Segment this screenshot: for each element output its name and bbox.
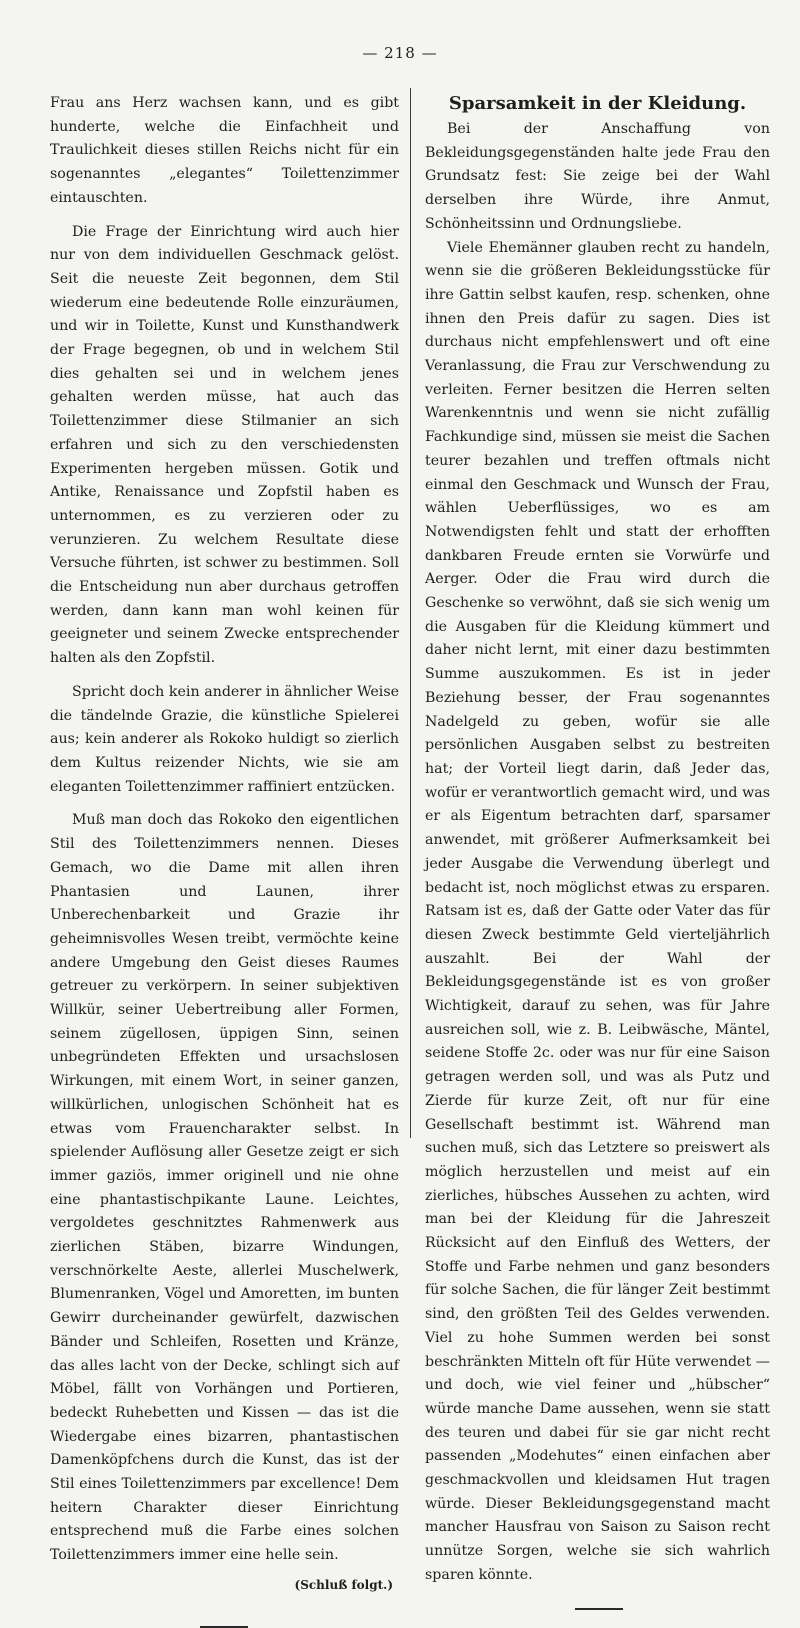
continuation-note: (Schluß folgt.) — [294, 1577, 393, 1592]
paragraph: Bei der Anschaffung von Bekleidungsgegenständen halte jede Frau den Grundsatz fest: Sie zeige bei der Wahl derselben ihre Würde, ihre Anmut, Schönheitssinn und Ordnungsliebe. — [425, 121, 770, 232]
paragraph: Die Frage der Einrichtung wird auch hier nur von dem individuellen Geschmack gelöst. Seit die neueste Zeit begonnen, dem Stil wiederum eine bedeutende Rolle einzuräumen, und wir in Toilette, Kunst und Kunsthandwerk der Frage begegnen, ob und in welchem Stil dies gehalten sei und in welchem jenes gehalten werden müsse, hat auch das Toilettenzimmer diese Stilmanier an sich erfahren und sich zu den verschiedensten Experimenten hergeben müssen. Gotik und Antike, Renaissance und Zopfstil haben es unternommen, es zu verzieren oder zu verunzieren. Zu welchem Resultate diese Versuche führten, ist schwer zu bestimmen. Soll die Entscheidung nun aber durchaus getroffen werden, dann kann man wohl keinen für geeigneter und seinem Zwecke entsprechender halten als den Zopfstil. — [50, 223, 399, 667]
article-heading: Sparsamkeit in der Kleidung. — [448, 93, 747, 114]
paragraph-gap — [50, 211, 399, 221]
article-end-rule — [575, 1608, 623, 1610]
paragraph: Frau ans Herz wachsen kann, und es gibt hunderte, welche die Einfachheit und Traulichkeit dieses stillen Reichs nicht für ein sogenanntes „elegantes“ Toilettenzimmer eintauschten. — [50, 95, 399, 206]
paragraph: Viele Ehemänner glauben recht zu handeln, wenn sie die größeren Bekleidungsstücke für ihre Gattin selbst kaufen, resp. schenken, ohne ihnen den Preis dafür zu sagen. Dies ist durchaus nicht empfehlenswert und oft eine Veranlassung, die Frau zur Verschwendung zu verleiten. Ferner besitzen die Herren selten Warenkenntnis und wenn sie nicht zufällig Fachkundige sind, müssen sie meist die Sachen teurer bezahlen und treffen oftmals nicht einmal den Geschmack und Wunsch der Frau, wählen Ueberflüssiges, wo es am Notwendigsten fehlt und statt der erhofften dankbaren Freude ernten sie Vorwürfe und Aerger. Oder die Frau wird durch die Geschenke so verwöhnt, daß sie sich wenig um die Ausgaben für die Kleidung kümmert und daher nicht lernt, mit einer dazu bestimmten Summe auszukommen. Es ist in jeder Beziehung besser, der Frau sogenanntes Nadelgeld zu geben, wofür sie alle persönlichen Ausgaben selbst zu bestreiten hat; der Vorteil liegt darin, daß Jeder das, wofür er verantwortlich gemacht wird, und was er als Eigentum betrachten darf, sparsamer anwendet, mit größerer Aufmerksamkeit bei jeder Ausgabe die Verwendung überlegt und bedacht ist, noch möglichst etwas zu ersparen. Ratsam ist es, daß der Gatte oder Vater das für diesen Zweck bestimmte Geld vierteljährlich auszahlt. Bei der Wahl der Bekleidungsgegenstände ist es von großer Wichtigkeit, darauf zu sehen, was für Jahre ausreichen soll, wie z. B. Leibwäsche, Mäntel, seidene Stoffe 2c. oder was nur für eine Saison getragen werden soll, und was als Putz und Zierde für kurze Zeit, oft nur für eine Gesellschaft bestimmt ist. Während man suchen muß, sich das Letztere so preiswert als möglich herzustellen und meist auf ein zierliches, hübsches Aussehen zu achten, wird man bei der Kleidung für die Jahreszeit Rücksicht auf den Einfluß des Wetters, der Stoffe und Farbe nehmen und ganz besonders für solche Sachen, die für länger Zeit bestimmt sind, den größten Teil des Geldes verwenden. Viel zu hohe Summen werden bei sonst beschränkten Mitteln oft für Hüte verwendet — und doch, wie viel feiner und „hübscher“ würde manche Dame aussehen, wenn sie statt des teuren und dabei für sie gar nicht recht passenden „Modehutes“ einen einfachen aber geschmackvollen und kleidsamen Hut tragen würde. Dieser Bekleidungsgegenstand macht mancher Hausfrau von Saison zu Saison recht unnütze Sorgen, welche sie sich wahrlich sparen könnte. — [425, 239, 770, 1583]
article-end-rule — [200, 1626, 248, 1628]
paragraph-gap — [50, 799, 399, 809]
left-column — [50, 92, 399, 1628]
paragraph-gap — [50, 671, 399, 681]
paragraph: Spricht doch kein anderer in ähnlicher Weise die tändelnde Grazie, die künstliche Spielerei aus; kein anderer als Rokoko huldigt so zierlich dem Kultus reizender Nichts, wie sie am eleganten Toilettenzimmer raffiniert entzücken. — [50, 683, 399, 795]
column-divider — [410, 88, 411, 1138]
page-number: — 218 — — [362, 44, 438, 62]
right-column — [425, 92, 770, 1610]
paragraph: Muß man doch das Rokoko den eigentlichen Stil des Toilettenzimmers nennen. Dieses Gemach, wo die Dame mit allen ihren Phantasien und Launen, ihrer Unberechenbarkeit und Grazie ihr geheimnisvolles Wesen treibt, vermöchte keine andere Umgebung den Geist dieses Raumes getreuer zu verkörpern. In seiner subjektiven Willkür, seiner Uebertreibung aller Formen, seinem zügellosen, üppigen Sinn, seinen unbegründeten Effekten und ursachslosen Wirkungen, mit einem Wort, in seiner ganzen, willkürlichen, unlogischen Schönheit hat es etwas vom Frauencharakter selbst. In spielender Auflösung aller Gesetze zeigt er sich immer gaziös, immer originell und nie ohne eine phantastischpikante Laune. Leichtes, vergoldetes geschnitztes Rahmenwerk aus zierlichen Stäben, bizarre Windungen, verschnörkelte Aeste, allerlei Muschelwerk, Blumenranken, Vögel und Amoretten, im bunten Gewirr durcheinander gewürfelt, dazwischen Bänder und Schleifen, Rosetten und Kränze, das alles lacht von der Decke, schlingt sich auf Möbel, fällt von Vorhängen und Portieren, bedeckt Ruhebetten und Kissen — das ist die Wiedergabe eines bizarren, phantastischen Damenköpfchens durch die Kunst, das ist der Stil eines Toilettenzimmers par excellence! Dem heitern Charakter dieser Einrichtung entsprechend muß die Farbe eines solchen Toilettenzimmers immer eine helle sein. — [50, 812, 399, 1564]
